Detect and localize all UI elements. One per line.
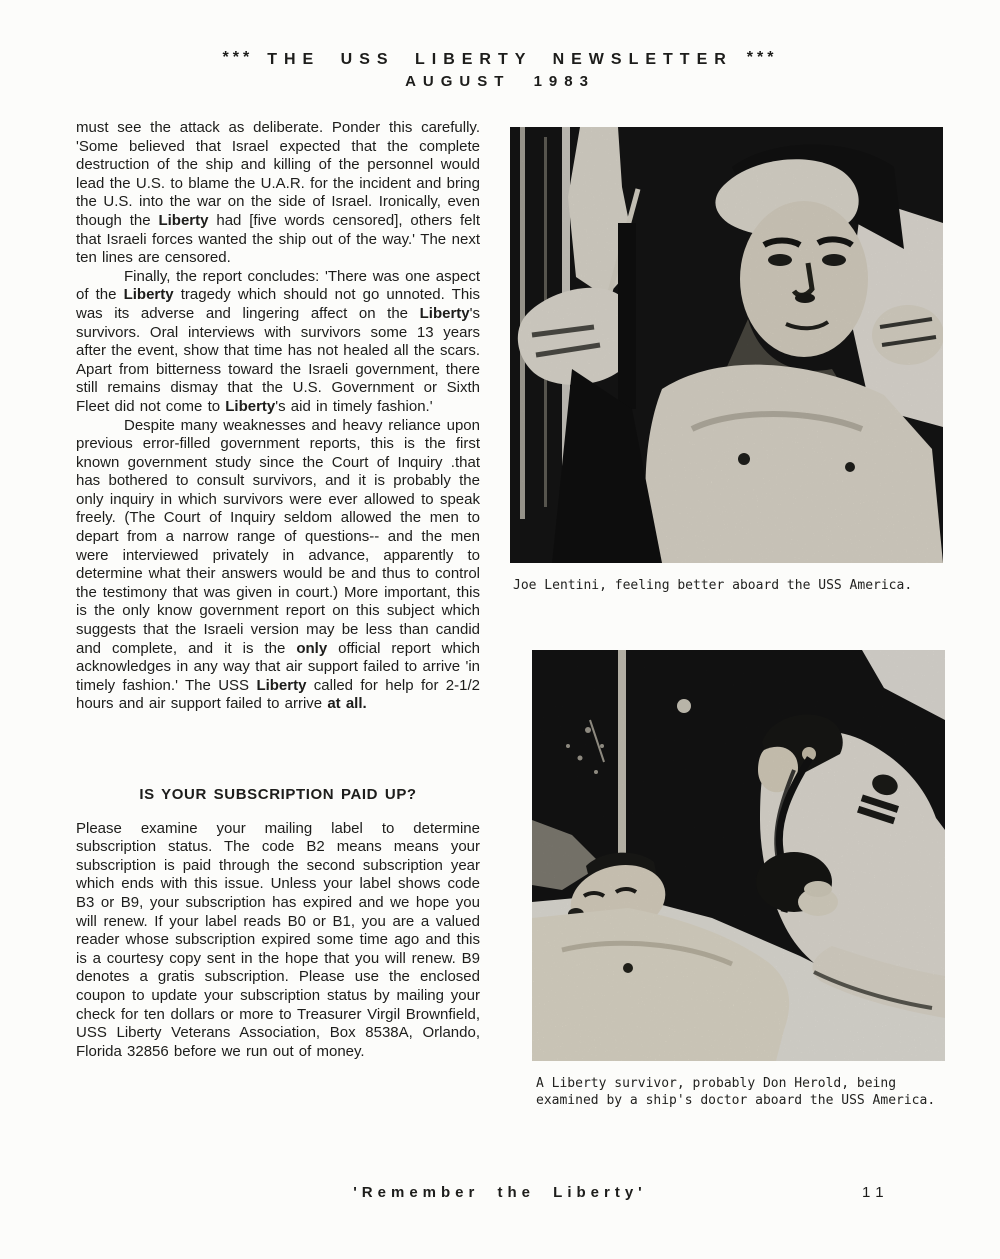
article-paragraph-2: Finally, the report concludes: 'There was one aspect of the Liberty tragedy which should not go unnoted. This was its adverse and lingering affect on the Liberty's survivors. Oral interviews with survivors some 13 years after the event, show that time has not healed all the scars. Apart from bitterness toward the Israeli government, there still remains dismay that the U.S. Government or Sixth Fleet did not come to Liberty's aid in timely fashion.'	[76, 267, 480, 415]
subscription-heading: IS YOUR SUBSCRIPTION PAID UP?	[139, 786, 417, 803]
stars-right-decoration: ***	[746, 49, 778, 66]
article-paragraph-1: must see the attack as deliberate. Ponder this carefully. 'Some believed that Israel expected that the complete destruction of the ship and killing of the personnel would lead the U.S. to blame the U.A.R. for the incident and bring the U.S. into the war on the side of Israel. Ironically, even though the Liberty had [five words censored], others felt that Israeli forces wanted the ship out of the way.' The next ten lines are censored.	[76, 119, 480, 267]
photo-joe-lentini-graphic	[510, 127, 943, 563]
newsletter-masthead	[0, 51, 1000, 69]
photo-joe-lentini	[510, 127, 943, 563]
article-column	[76, 119, 480, 1061]
photo-caption-joe-lentini: Joe Lentini, feeling better aboard the USS America.	[513, 578, 913, 593]
newsletter-date: AUGUST 1983	[405, 73, 595, 90]
stars-left-decoration: ***	[222, 49, 254, 66]
subscription-paragraph: Please examine your mailing label to determine subscription status. The code B2 means means your subscription is paid through the second subscription year which ends with this issue. Unless your label shows code B3 or B9, your subscription has expired and we hope you will renew. If your label reads B0 or B1, you are a valued reader whose subscription expired some time ago and this is a courtesy copy sent in the hope that you will renew. B9 denotes a gratis subscription. Please use the enclosed coupon to update your subscription status by mailing your check for ten dollars or more to Treasurer Virgil Brownfield, USS Liberty Veterans Association, Box 8538A, Orlando, Florida 32856 before we run out of money.	[76, 819, 480, 1060]
newsletter-title: THE USS LIBERTY NEWSLETTER	[267, 51, 733, 68]
page-number: 11	[862, 1184, 890, 1201]
photo-survivor-examined-graphic	[532, 650, 945, 1061]
footer-motto: 'Remember the Liberty'	[353, 1184, 647, 1201]
article-paragraph-3: Despite many weaknesses and heavy reliance upon previous error-filled government reports, this is the first known government study since the Court of Inquiry .that has bothered to consult survivors, and it is probably the only inquiry in which survivors were ever allowed to speak freely. (The Court of Inquiry seldom allowed the men to depart from a narrow range of questions-- and the men were interviewed privately in advance, apparently to determine what their answers would be and thus to control the testimony that was given in court.) More important, this is the only know government report on this subject which suggests that the Israeli version may be less than candid and complete, and it is the only official report which acknowledges in any way that air support failed to arrive 'in timely fashion.' The USS Liberty called for help for 2-1/2 hours and air support failed to arrive at all.	[76, 416, 480, 713]
photo-survivor-examined	[532, 650, 945, 1061]
photo-caption-survivor: A Liberty survivor, probably Don Herold, being examined by a ship's doctor aboard the USS America.	[536, 1076, 936, 1108]
